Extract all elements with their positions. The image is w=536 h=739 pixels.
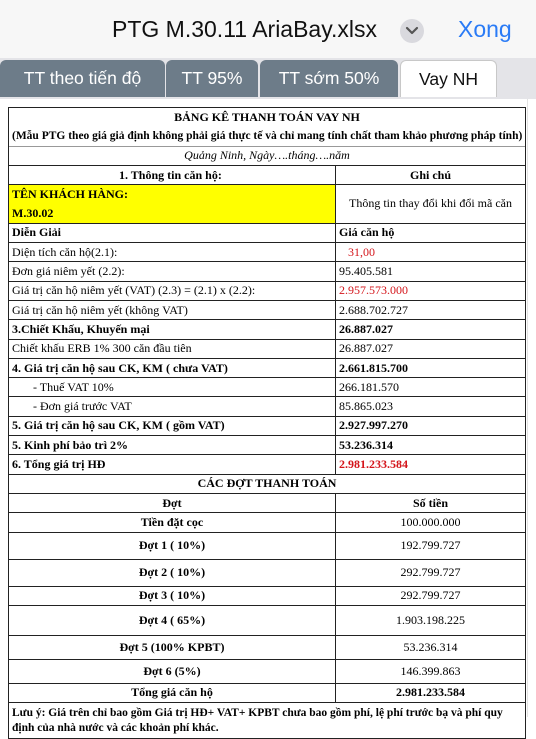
row-value: 2.661.815.700 — [336, 358, 526, 377]
chevron-down-icon[interactable] — [400, 19, 424, 43]
payment-label: Tiền đặt cọc — [9, 513, 336, 532]
row-label: Diện tích căn hộ(2.1): — [9, 243, 336, 262]
row-value: 2.927.997.270 — [336, 416, 526, 435]
row-value: 2.688.702.727 — [336, 300, 526, 319]
row-label: Chiết khấu ERB 1% 300 căn đầu tiên — [9, 339, 336, 358]
payments-title: CÁC ĐỢT THANH TOÁN — [9, 474, 526, 493]
footnote: Lưu ý: Giá trên chỉ bao gồm Giá trị HĐ+ VAT+ KPBT chưa bao gồm phí, lệ phí trước bạ và phí quy định của nhà nước và các khoản phí khác. — [9, 703, 526, 739]
date-line: Quảng Ninh, Ngày….tháng….năm — [9, 146, 526, 165]
row-label: 3.Chiết Khấu, Khuyến mại — [9, 320, 336, 339]
col-price-header: Giá căn hộ — [336, 223, 526, 242]
col-desc-header: Diễn Giải — [9, 223, 336, 242]
payment-total-label: Tổng giá căn hộ — [9, 683, 336, 702]
file-title[interactable]: PTG M.30.11 AriaBay.xlsx — [112, 16, 378, 42]
payment-value: 292.799.727 — [336, 559, 526, 586]
done-button[interactable]: Xong — [458, 16, 512, 42]
row-value: 31,00 — [336, 243, 526, 262]
row-value: 26.887.027 — [336, 339, 526, 358]
row-value: 85.865.023 — [336, 397, 526, 416]
col-amount-header: Số tiền — [336, 493, 526, 512]
row-label: 5. Giá trị căn hộ sau CK, KM ( gồm VAT) — [9, 416, 336, 435]
tab-tt-som-50[interactable]: TT sớm 50% — [260, 60, 398, 97]
payment-value: 1.903.198.225 — [336, 605, 526, 635]
row-value: 53.236.314 — [336, 436, 526, 455]
payment-value: 53.236.314 — [336, 635, 526, 659]
row-label: Đơn giá niêm yết (2.2): — [9, 262, 336, 281]
col-phase-header: Đợt — [9, 493, 336, 512]
payment-label: Đợt 4 ( 65%) — [9, 605, 336, 635]
tab-tt-95[interactable]: TT 95% — [166, 60, 258, 97]
payment-total-value: 2.981.233.584 — [336, 683, 526, 702]
tab-tt-theo-tien-do[interactable]: TT theo tiến độ — [0, 60, 165, 97]
row-value: 2.957.573.000 — [336, 281, 526, 300]
row-value: 95.405.581 — [336, 262, 526, 281]
payment-label: Đợt 5 (100% KPBT) — [9, 635, 336, 659]
section-info-label: 1. Thông tin căn hộ: — [9, 165, 336, 184]
tab-vay-nh[interactable]: Vay NH — [400, 60, 497, 97]
payment-table — [8, 107, 526, 739]
sheet-tabs — [0, 58, 536, 99]
payment-value: 146.399.863 — [336, 659, 526, 683]
sheet-title: BẢNG KÊ THANH TOÁN VAY NH — [9, 108, 526, 127]
row-label: 5. Kinh phí bảo trì 2% — [9, 436, 336, 455]
row-value: 266.181.570 — [336, 378, 526, 397]
row-label: 4. Giá trị căn hộ sau CK, KM ( chưa VAT) — [9, 358, 336, 377]
sheet-subtitle: (Mẫu PTG theo giá giả định không phải giá thực tế và chỉ mang tính chất tham khảo phương pháp tính) — [9, 127, 526, 146]
row-label: 6. Tổng giá trị HĐ — [9, 455, 336, 474]
spreadsheet-area[interactable] — [0, 99, 536, 734]
row-label: - Đơn giá trước VAT — [9, 397, 336, 416]
payment-label: Đợt 6 (5%) — [9, 659, 336, 683]
customer-label: TÊN KHÁCH HÀNG: — [9, 185, 336, 204]
row-label: - Thuế VAT 10% — [9, 378, 336, 397]
payment-label: Đợt 2 ( 10%) — [9, 559, 336, 586]
row-label: Giá trị căn hộ niêm yết (không VAT) — [9, 300, 336, 319]
row-label: Giá trị căn hộ niêm yết (VAT) (2.3) = (2.1) x (2.2): — [9, 281, 336, 300]
notes-header: Ghi chú — [336, 165, 526, 184]
row-value: 2.981.233.584 — [336, 455, 526, 474]
row-value: 26.887.027 — [336, 320, 526, 339]
payment-value: 192.799.727 — [336, 532, 526, 559]
top-bar — [0, 0, 536, 58]
payment-value: 292.799.727 — [336, 586, 526, 605]
payment-value: 100.000.000 — [336, 513, 526, 532]
payment-label: Đợt 1 ( 10%) — [9, 532, 336, 559]
unit-code: M.30.02 — [9, 204, 336, 223]
note-text: Thông tin thay đổi khi đổi mã căn — [336, 185, 526, 224]
payment-label: Đợt 3 ( 10%) — [9, 586, 336, 605]
